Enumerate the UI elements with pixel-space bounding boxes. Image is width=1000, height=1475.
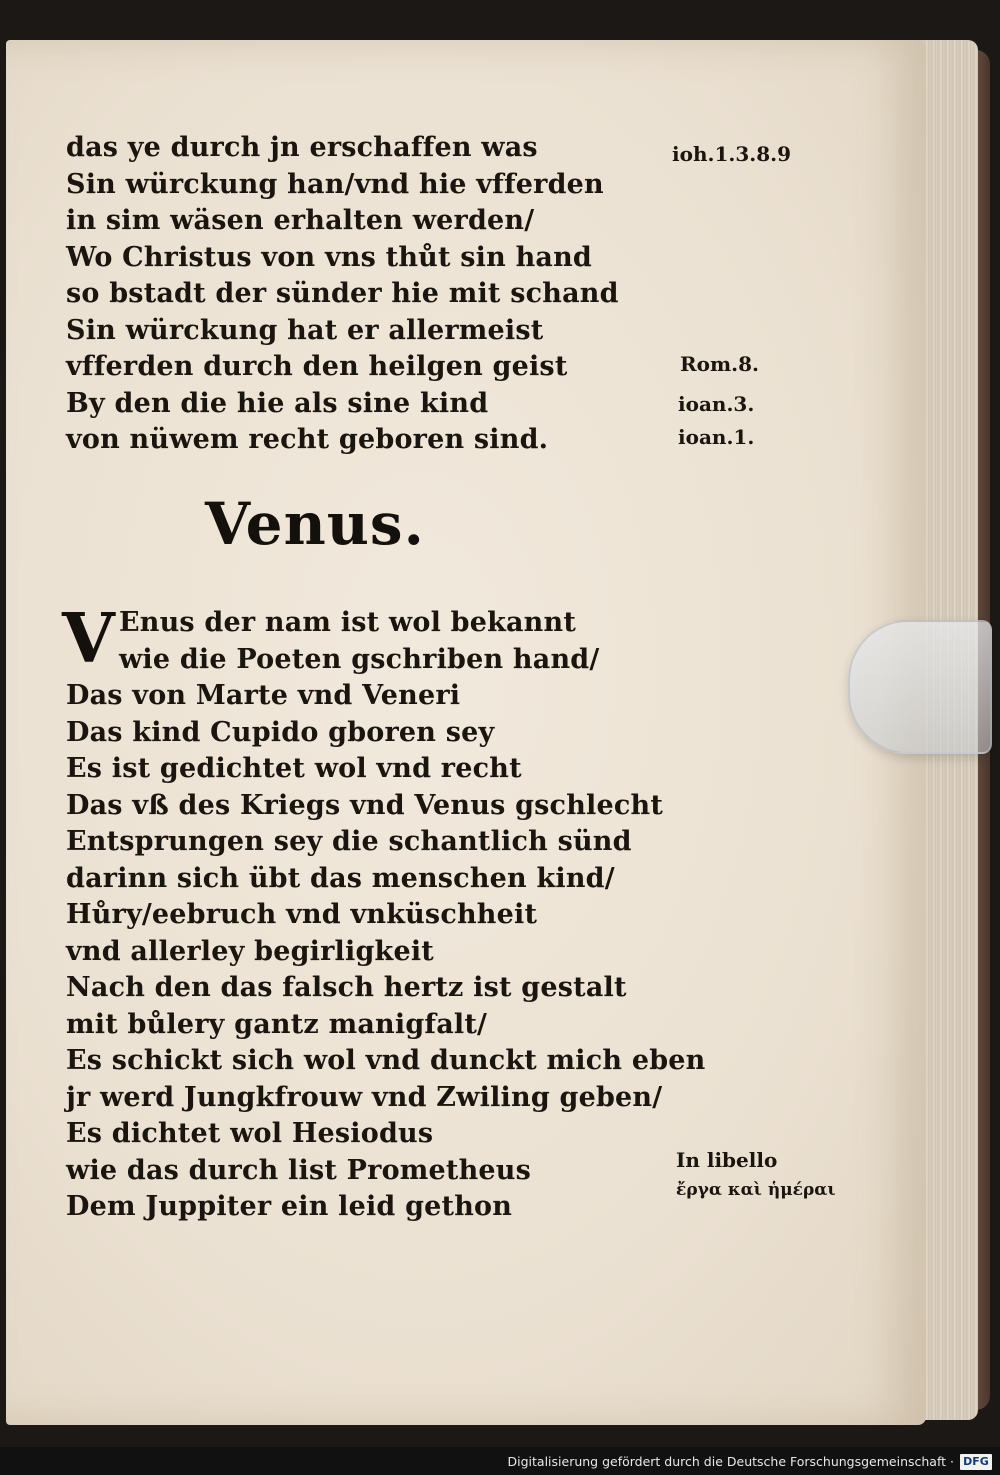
verse-block-two: [62, 599, 706, 1226]
margin-note-ioan1: ioan.1.: [678, 425, 755, 449]
verse-line: vnd allerley begirligkeit: [66, 935, 434, 967]
footer-bar: [0, 1447, 1000, 1475]
margin-note-ioh: ioh.1.3.8.9: [672, 142, 791, 166]
verse-line: Es ist gedichtet wol vnd recht: [66, 753, 522, 784]
verse-line: Das kind Cupido gboren sey: [66, 716, 495, 748]
footer-credit: Digitalisierung gefördert durch die Deutsche Forschungsgemeinschaft ·: [507, 1454, 954, 1469]
verse-line: wie die Poeten gschriben hand/: [118, 643, 600, 675]
verse-line: mit bůlery gantz manigfalt/: [66, 1008, 488, 1040]
verse-line: Enus der nam ist wol bekannt: [118, 607, 577, 638]
verse-line: Hůry/eebruch vnd vnküschheit: [66, 899, 538, 930]
drop-cap: V: [62, 599, 115, 679]
verse-line: Es schickt sich wol vnd dunckt mich eben: [66, 1045, 706, 1076]
verse-line: vfferden durch den heilgen geist: [66, 351, 568, 382]
verse-line: Das vß des Kriegs vnd Venus gschlecht: [66, 789, 664, 821]
verse-line: in sim wäsen erhalten werden/: [66, 205, 535, 236]
verse-line: wie das durch list Prometheus: [66, 1154, 532, 1186]
verse-line: Das von Marte vnd Veneri: [66, 680, 461, 711]
clear-bookmark-tab: [848, 620, 992, 754]
margin-note-ioan3: ioan.3.: [678, 392, 755, 416]
verse-line: Wo Christus von vns thůt sin hand: [66, 241, 593, 273]
verse-line: Es dichtet wol Hesiodus: [66, 1118, 434, 1149]
verse-line: Nach den das falsch hertz ist gestalt: [66, 972, 627, 1003]
verse-line: Dem Juppiter ein leid gethon: [66, 1191, 513, 1222]
verse-line: darinn sich übt das menschen kind/: [66, 862, 615, 894]
section-heading: Venus.: [205, 490, 425, 558]
margin-note-rom: Rom.8.: [680, 352, 759, 376]
margin-note-libello-greek: ἔργα καὶ ἡμέραι: [676, 1180, 836, 1200]
verse-line: so bstadt der sünder hie mit schand: [66, 278, 619, 309]
verse-line: das ye durch jn erschaffen was: [66, 132, 538, 163]
verse-line: von nüwem recht geboren sind.: [66, 424, 549, 455]
dfg-logo-icon: DFG: [960, 1454, 992, 1470]
verse-line: jr werd Jungkfrouw vnd Zwiling geben/: [66, 1081, 663, 1113]
margin-note-libello: In libello: [676, 1148, 778, 1172]
verse-line: Entsprungen sey die schantlich sünd: [66, 826, 632, 857]
verse-line: Sin würckung hat er allermeist: [66, 314, 544, 346]
verse-block-one: [66, 130, 666, 459]
verse-line: Sin würckung han/vnd hie vfferden: [66, 168, 604, 200]
verse-line: By den die hie als sine kind: [66, 387, 489, 419]
